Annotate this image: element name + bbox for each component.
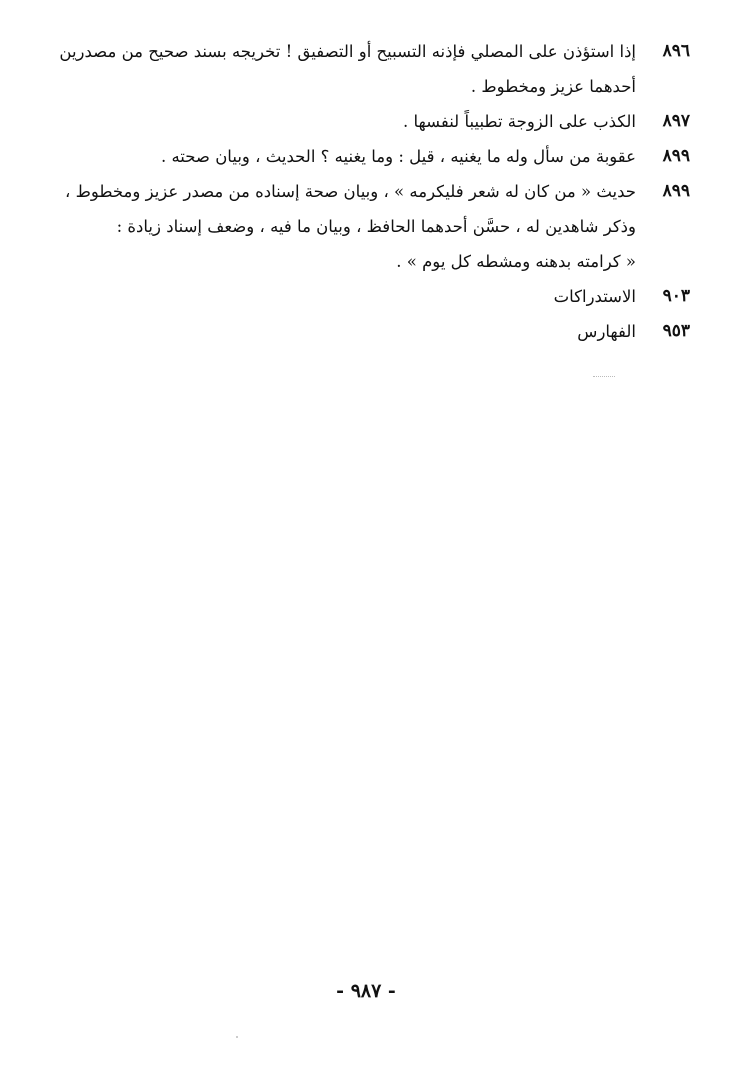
toc-entry-page-number: ٨٩٦ <box>662 41 690 61</box>
toc-entry-line: وذكر شاهدين له ، حسَّن أحدهما الحافظ ، وبيان ما فيه ، وضعف إسناد زيادة : <box>116 217 636 236</box>
toc-entry-line: الكذب على الزوجة تطبيباً لنفسها . <box>403 112 636 131</box>
toc-entry-title <box>62 174 636 279</box>
toc-entry-line: أحدهما عزيز ومخطوط . <box>470 77 636 96</box>
toc-entry-line: حديث « من كان له شعر فليكرمه » ، وبيان صحة إسناده من مصدر عزيز ومخطوط ، <box>65 182 636 201</box>
scan-speck <box>236 1036 238 1038</box>
toc-entry-line: عقوبة من سأل وله ما يغنيه ، قيل : وما يغنيه ؟ الحديث ، وبيان صحته . <box>160 147 636 166</box>
toc-entry-page-number: ٨٩٩ <box>662 146 690 166</box>
toc-entry <box>62 314 690 349</box>
toc-entry <box>62 174 690 279</box>
toc-entry-line: « كرامته بدهنه ومشطه كل يوم » . <box>396 252 636 271</box>
toc-entry-line: الفهارس <box>577 322 636 341</box>
toc-entry-title <box>62 139 636 174</box>
toc-entry-page-number: ٨٩٩ <box>662 181 690 201</box>
toc-entry <box>62 279 690 314</box>
toc-entry-page-number: ٨٩٧ <box>662 111 690 131</box>
table-of-contents <box>59 34 690 349</box>
toc-entry-title <box>62 314 636 349</box>
toc-entry-title <box>59 34 636 104</box>
toc-entry-page-number: ٩٠٣ <box>662 286 690 306</box>
toc-entry-line: إذا استؤذن على المصلي فإذنه التسبيح أو التصفيق ! تخريجه بسند صحيح من مصدرين <box>59 42 636 61</box>
toc-entry <box>59 34 690 104</box>
end-marker <box>593 376 615 377</box>
page-number: - ٩٨٧ - <box>336 980 396 1002</box>
toc-entry-line: الاستدراكات <box>553 287 636 306</box>
toc-entry-title <box>62 279 636 314</box>
toc-entry <box>62 139 690 174</box>
toc-entry <box>62 104 690 139</box>
toc-entry-page-number: ٩٥٣ <box>662 321 690 341</box>
toc-entry-title <box>62 104 636 139</box>
